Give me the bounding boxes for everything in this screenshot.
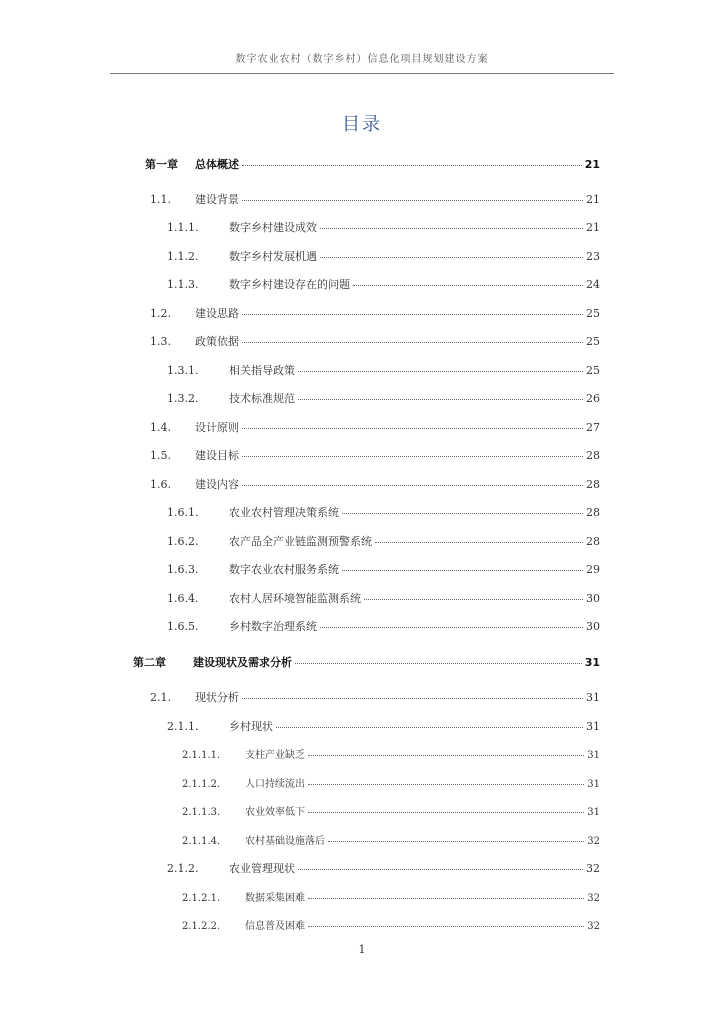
toc-entry-page: 28: [586, 449, 600, 462]
toc-entry-number: 1.1.1.: [167, 221, 199, 234]
toc-entry-page: 31: [586, 720, 600, 733]
toc-entry-title: 政策依据: [195, 335, 239, 348]
toc-entry[interactable]: [182, 889, 600, 904]
toc-entry-title: 建设现状及需求分析: [193, 656, 292, 669]
toc-entry[interactable]: [167, 248, 600, 264]
toc-entry-title: 数字乡村发展机遇: [229, 250, 317, 263]
toc-dot-leader: [242, 200, 583, 201]
toc-entry-page: 28: [586, 506, 600, 519]
toc-entry-title: 农村基础设施落后: [245, 836, 325, 847]
toc-entry-title: 农村人居环境智能监测系统: [229, 592, 361, 605]
toc-entry-title: 信息普及困难: [245, 921, 305, 932]
toc-dot-leader: [308, 784, 584, 785]
toc-entry-number: 1.1.2.: [167, 250, 199, 263]
toc-entry-page: 31: [584, 656, 600, 669]
toc-entry-number: 1.4.: [150, 421, 171, 434]
toc-entry[interactable]: [167, 860, 600, 876]
toc-dot-leader: [298, 399, 583, 400]
toc-entry[interactable]: [150, 305, 600, 321]
toc-entry-number: 2.1.: [150, 691, 171, 704]
toc-entry-number: 2.1.1.2.: [182, 779, 221, 790]
toc-entry-number: 1.6.: [150, 478, 171, 491]
toc-entry-number: 1.6.2.: [167, 535, 199, 548]
toc-entry-number: 2.1.2.2.: [182, 921, 221, 932]
toc-entry-number: 2.1.2.: [167, 862, 199, 875]
toc-entry-title: 支柱产业缺乏: [245, 750, 305, 761]
toc-entry-page: 32: [586, 862, 600, 875]
page-number: 1: [358, 943, 366, 956]
toc-entry-title: 总体概述: [195, 158, 239, 171]
toc-entry-number: 2.1.1.1.: [182, 750, 221, 761]
toc-entry[interactable]: [167, 533, 600, 549]
toc-entry-number: 2.1.1.4.: [182, 836, 221, 847]
toc-entry-number: 1.2.: [150, 307, 171, 320]
toc-entry-title: 建设背景: [195, 193, 239, 206]
toc-entry[interactable]: [182, 832, 600, 847]
toc-entry[interactable]: [150, 191, 600, 207]
toc-entry-number: 1.1.3.: [167, 278, 199, 291]
toc-entry[interactable]: [167, 504, 600, 520]
toc-entry-title: 技术标准规范: [229, 392, 295, 405]
toc-entry[interactable]: [182, 803, 600, 818]
toc-entry-page: 25: [586, 307, 600, 320]
toc-entry[interactable]: [150, 689, 600, 705]
toc-entry[interactable]: [167, 362, 600, 378]
toc-entry-title: 建设内容: [195, 478, 239, 491]
toc-entry[interactable]: [150, 419, 600, 435]
toc-title: 目录: [342, 114, 382, 135]
toc-dot-leader: [295, 663, 582, 664]
toc-entry-title: 现状分析: [195, 691, 239, 704]
toc-entry-title: 建设目标: [195, 449, 239, 462]
toc-dot-leader: [276, 727, 583, 728]
toc-entry-page: 30: [586, 592, 600, 605]
toc-entry-title: 乡村现状: [229, 720, 273, 733]
toc-entry-number: 1.6.1.: [167, 506, 199, 519]
toc-entry-page: 32: [587, 893, 600, 904]
toc-dot-leader: [320, 627, 583, 628]
toc-entry-page: 31: [586, 691, 600, 704]
toc-entry-page: 32: [587, 836, 600, 847]
toc-entry[interactable]: [182, 775, 600, 790]
toc-entry-number: 第一章: [145, 158, 178, 171]
toc-entry-number: 1.3.2.: [167, 392, 199, 405]
toc-entry-page: 23: [586, 250, 600, 263]
toc-dot-leader: [298, 371, 583, 372]
toc-entry-page: 25: [586, 335, 600, 348]
toc-entry-number: 1.6.3.: [167, 563, 199, 576]
toc-entry[interactable]: [167, 718, 600, 734]
toc-entry-page: 21: [586, 193, 600, 206]
toc-dot-leader: [364, 599, 583, 600]
toc-dot-leader: [242, 485, 583, 486]
toc-entry-title: 人口持续流出: [245, 779, 305, 790]
toc-dot-leader: [353, 285, 583, 286]
toc-entry-page: 31: [587, 750, 600, 761]
toc-entry-page: 28: [586, 478, 600, 491]
toc-dot-leader: [342, 513, 583, 514]
toc-entry-title: 农产品全产业链监测预警系统: [229, 535, 372, 548]
toc-entry[interactable]: [150, 476, 600, 492]
toc-entry-page: 27: [586, 421, 600, 434]
toc-dot-leader: [242, 165, 582, 166]
toc-entry[interactable]: [167, 561, 600, 577]
toc-entry-page: 30: [586, 620, 600, 633]
toc-entry-title: 建设思路: [195, 307, 239, 320]
toc-entry-number: 1.6.4.: [167, 592, 199, 605]
toc-entry[interactable]: [145, 156, 600, 172]
toc-entry[interactable]: [167, 618, 600, 634]
toc-dot-leader: [320, 228, 583, 229]
toc-dot-leader: [328, 841, 584, 842]
toc-entry-page: 21: [586, 221, 600, 234]
toc-entry-title: 农业效率低下: [245, 807, 305, 818]
toc-entry-number: 2.1.1.3.: [182, 807, 221, 818]
toc-entry[interactable]: [182, 917, 600, 932]
toc-dot-leader: [342, 570, 583, 571]
toc-dot-leader: [242, 456, 583, 457]
header-divider: [110, 73, 614, 74]
toc-entry[interactable]: [182, 746, 600, 761]
toc-entry-page: 29: [586, 563, 600, 576]
toc-entry-title: 数字乡村建设存在的问题: [229, 278, 350, 291]
toc-entry-page: 25: [586, 364, 600, 377]
toc-entry-title: 乡村数字治理系统: [229, 620, 317, 633]
running-header: 数字农业农村（数字乡村）信息化项目规划建设方案: [235, 54, 489, 65]
toc-dot-leader: [375, 542, 583, 543]
toc-entry[interactable]: [150, 333, 600, 349]
toc-entry-number: 1.1.: [150, 193, 171, 206]
toc-entry-number: 2.1.1.: [167, 720, 199, 733]
toc-dot-leader: [320, 257, 583, 258]
toc-entry-title: 农业农村管理决策系统: [229, 506, 339, 519]
toc-entry[interactable]: [167, 390, 600, 406]
toc-entry-number: 2.1.2.1.: [182, 893, 221, 904]
toc-dot-leader: [242, 314, 583, 315]
toc-entry-title: 数字乡村建设成效: [229, 221, 317, 234]
toc-entry[interactable]: [167, 590, 600, 606]
toc-entry-title: 设计原则: [195, 421, 239, 434]
toc-entry-number: 1.3.: [150, 335, 171, 348]
toc-entry-number: 1.5.: [150, 449, 171, 462]
toc-entry-title: 农业管理现状: [229, 862, 295, 875]
toc-entry-page: 21: [584, 158, 600, 171]
toc-dot-leader: [308, 755, 584, 756]
toc-entry-title: 数据采集困难: [245, 893, 305, 904]
toc-dot-leader: [308, 812, 584, 813]
toc-entry[interactable]: [167, 219, 600, 235]
toc-entry-number: 1.3.1.: [167, 364, 199, 377]
toc-entry-title: 数字农业农村服务系统: [229, 563, 339, 576]
toc-entry-page: 24: [586, 278, 600, 291]
toc-dot-leader: [242, 342, 583, 343]
toc-entry-page: 26: [586, 392, 600, 405]
toc-entry-page: 32: [587, 921, 600, 932]
toc-entry[interactable]: [133, 654, 600, 670]
table-of-contents: [0, 148, 724, 938]
toc-entry-page: 28: [586, 535, 600, 548]
toc-entry[interactable]: [167, 276, 600, 292]
toc-dot-leader: [242, 428, 583, 429]
toc-entry[interactable]: [150, 447, 600, 463]
toc-dot-leader: [242, 698, 583, 699]
toc-entry-number: 第二章: [133, 656, 166, 669]
toc-dot-leader: [308, 926, 584, 927]
toc-entry-number: 1.6.5.: [167, 620, 199, 633]
toc-dot-leader: [308, 898, 584, 899]
toc-dot-leader: [298, 869, 583, 870]
toc-entry-title: 相关指导政策: [229, 364, 295, 377]
toc-entry-page: 31: [587, 779, 600, 790]
toc-entry-page: 31: [587, 807, 600, 818]
